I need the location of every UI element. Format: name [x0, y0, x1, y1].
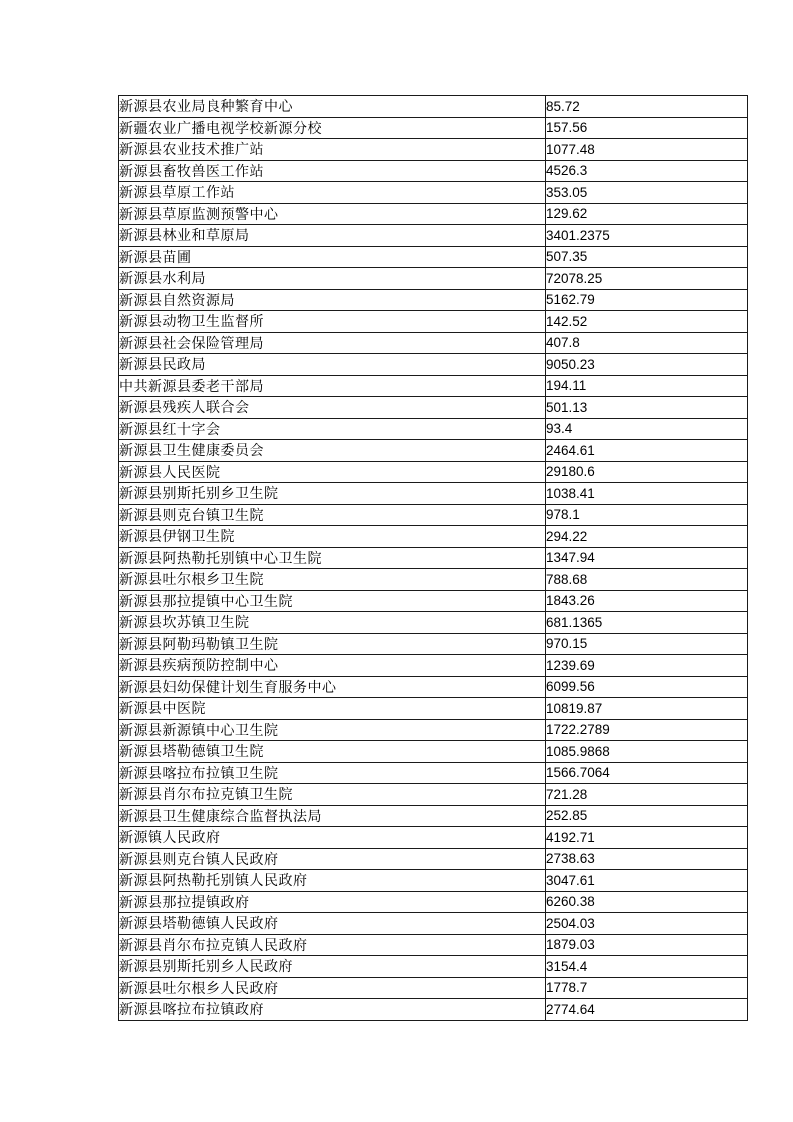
- table-body: [119, 96, 748, 1021]
- table-row: [119, 289, 748, 311]
- table-row: [119, 784, 748, 806]
- table-row: [119, 569, 748, 591]
- amount-cell: 294.22: [546, 526, 748, 548]
- table-row: [119, 676, 748, 698]
- table-row: [119, 504, 748, 526]
- amount-cell: 1778.7: [546, 977, 748, 999]
- org-name-cell: 新源县阿热勒托别镇中心卫生院: [119, 547, 546, 569]
- org-name-cell: 新源县草原监测预警中心: [119, 203, 546, 225]
- org-name-cell: 新源县中医院: [119, 698, 546, 720]
- org-name-cell: 新源县自然资源局: [119, 289, 546, 311]
- table-row: [119, 590, 748, 612]
- amount-cell: 1077.48: [546, 139, 748, 161]
- org-name-cell: 新源县卫生健康综合监督执法局: [119, 805, 546, 827]
- table-row: [119, 934, 748, 956]
- table-row: [119, 805, 748, 827]
- table-row: [119, 870, 748, 892]
- amount-cell: 252.85: [546, 805, 748, 827]
- org-name-cell: 新源县阿热勒托别镇人民政府: [119, 870, 546, 892]
- amount-cell: 4192.71: [546, 827, 748, 849]
- table-row: [119, 741, 748, 763]
- amount-cell: 1347.94: [546, 547, 748, 569]
- table-row: [119, 655, 748, 677]
- table-row: [119, 461, 748, 483]
- table-row: [119, 354, 748, 376]
- amount-cell: 1239.69: [546, 655, 748, 677]
- amount-cell: 501.13: [546, 397, 748, 419]
- table-row: [119, 418, 748, 440]
- table-row: [119, 526, 748, 548]
- org-name-cell: 新源县妇幼保健计划生育服务中心: [119, 676, 546, 698]
- amount-cell: 29180.6: [546, 461, 748, 483]
- org-name-cell: 新源县红十字会: [119, 418, 546, 440]
- amount-cell: 1085.9868: [546, 741, 748, 763]
- org-name-cell: 新源县肖尔布拉克镇人民政府: [119, 934, 546, 956]
- amount-cell: 2774.64: [546, 999, 748, 1021]
- table-row: [119, 440, 748, 462]
- amount-cell: 353.05: [546, 182, 748, 204]
- org-name-cell: 新源县喀拉布拉镇卫生院: [119, 762, 546, 784]
- amount-cell: 978.1: [546, 504, 748, 526]
- org-name-cell: 新源县塔勒德镇卫生院: [119, 741, 546, 763]
- org-name-cell: 新源县动物卫生监督所: [119, 311, 546, 333]
- org-name-cell: 新源县伊钢卫生院: [119, 526, 546, 548]
- org-name-cell: 新源县肖尔布拉克镇卫生院: [119, 784, 546, 806]
- amount-cell: 157.56: [546, 117, 748, 139]
- amount-cell: 1038.41: [546, 483, 748, 505]
- amount-cell: 1879.03: [546, 934, 748, 956]
- org-name-cell: 新源县林业和草原局: [119, 225, 546, 247]
- table-row: [119, 698, 748, 720]
- table-row: [119, 848, 748, 870]
- table-row: [119, 139, 748, 161]
- org-name-cell: 中共新源县委老干部局: [119, 375, 546, 397]
- table-row: [119, 268, 748, 290]
- table-row: [119, 827, 748, 849]
- org-name-cell: 新源县那拉提镇政府: [119, 891, 546, 913]
- amount-cell: 93.4: [546, 418, 748, 440]
- amount-cell: 3154.4: [546, 956, 748, 978]
- table-row: [119, 762, 748, 784]
- amount-cell: 1566.7064: [546, 762, 748, 784]
- amount-cell: 1722.2789: [546, 719, 748, 741]
- amount-cell: 407.8: [546, 332, 748, 354]
- amount-cell: 6260.38: [546, 891, 748, 913]
- amount-cell: 129.62: [546, 203, 748, 225]
- table-row: [119, 483, 748, 505]
- amount-cell: 5162.79: [546, 289, 748, 311]
- org-name-cell: 新源县坎苏镇卫生院: [119, 612, 546, 634]
- org-name-cell: 新源县喀拉布拉镇政府: [119, 999, 546, 1021]
- org-name-cell: 新源县人民医院: [119, 461, 546, 483]
- amount-cell: 194.11: [546, 375, 748, 397]
- table-row: [119, 397, 748, 419]
- amount-cell: 2738.63: [546, 848, 748, 870]
- table-row: [119, 160, 748, 182]
- amount-cell: 1843.26: [546, 590, 748, 612]
- org-name-cell: 新源县别斯托别乡卫生院: [119, 483, 546, 505]
- table-row: [119, 547, 748, 569]
- table-row: [119, 612, 748, 634]
- table-row: [119, 375, 748, 397]
- amount-cell: 10819.87: [546, 698, 748, 720]
- org-name-cell: 新源县吐尔根乡人民政府: [119, 977, 546, 999]
- budget-table: [118, 95, 748, 1021]
- table-row: [119, 719, 748, 741]
- org-name-cell: 新源县畜牧兽医工作站: [119, 160, 546, 182]
- org-name-cell: 新源县则克台镇人民政府: [119, 848, 546, 870]
- org-name-cell: 新源县农业技术推广站: [119, 139, 546, 161]
- amount-cell: 85.72: [546, 96, 748, 118]
- table-row: [119, 633, 748, 655]
- org-name-cell: 新源县新源镇中心卫生院: [119, 719, 546, 741]
- org-name-cell: 新源县水利局: [119, 268, 546, 290]
- org-name-cell: 新源县那拉提镇中心卫生院: [119, 590, 546, 612]
- amount-cell: 2464.61: [546, 440, 748, 462]
- org-name-cell: 新源镇人民政府: [119, 827, 546, 849]
- amount-cell: 6099.56: [546, 676, 748, 698]
- table-row: [119, 182, 748, 204]
- org-name-cell: 新源县民政局: [119, 354, 546, 376]
- table-row: [119, 913, 748, 935]
- org-name-cell: 新源县塔勒德镇人民政府: [119, 913, 546, 935]
- amount-cell: 681.1365: [546, 612, 748, 634]
- org-name-cell: 新源县卫生健康委员会: [119, 440, 546, 462]
- org-name-cell: 新源县则克台镇卫生院: [119, 504, 546, 526]
- table-row: [119, 891, 748, 913]
- org-name-cell: 新源县农业局良种繁育中心: [119, 96, 546, 118]
- amount-cell: 721.28: [546, 784, 748, 806]
- table-row: [119, 225, 748, 247]
- table-row: [119, 956, 748, 978]
- org-name-cell: 新源县疾病预防控制中心: [119, 655, 546, 677]
- amount-cell: 2504.03: [546, 913, 748, 935]
- org-name-cell: 新源县阿勒玛勒镇卫生院: [119, 633, 546, 655]
- org-name-cell: 新源县残疾人联合会: [119, 397, 546, 419]
- table-row: [119, 117, 748, 139]
- org-name-cell: 新源县吐尔根乡卫生院: [119, 569, 546, 591]
- org-name-cell: 新源县苗圃: [119, 246, 546, 268]
- table-row: [119, 203, 748, 225]
- amount-cell: 4526.3: [546, 160, 748, 182]
- amount-cell: 9050.23: [546, 354, 748, 376]
- table-row: [119, 999, 748, 1021]
- table-row: [119, 96, 748, 118]
- amount-cell: 507.35: [546, 246, 748, 268]
- table-row: [119, 977, 748, 999]
- amount-cell: 72078.25: [546, 268, 748, 290]
- table-row: [119, 332, 748, 354]
- table-row: [119, 311, 748, 333]
- org-name-cell: 新源县社会保险管理局: [119, 332, 546, 354]
- amount-cell: 3047.61: [546, 870, 748, 892]
- org-name-cell: 新源县别斯托别乡人民政府: [119, 956, 546, 978]
- org-name-cell: 新源县草原工作站: [119, 182, 546, 204]
- org-name-cell: 新疆农业广播电视学校新源分校: [119, 117, 546, 139]
- amount-cell: 142.52: [546, 311, 748, 333]
- amount-cell: 788.68: [546, 569, 748, 591]
- amount-cell: 970.15: [546, 633, 748, 655]
- table-row: [119, 246, 748, 268]
- amount-cell: 3401.2375: [546, 225, 748, 247]
